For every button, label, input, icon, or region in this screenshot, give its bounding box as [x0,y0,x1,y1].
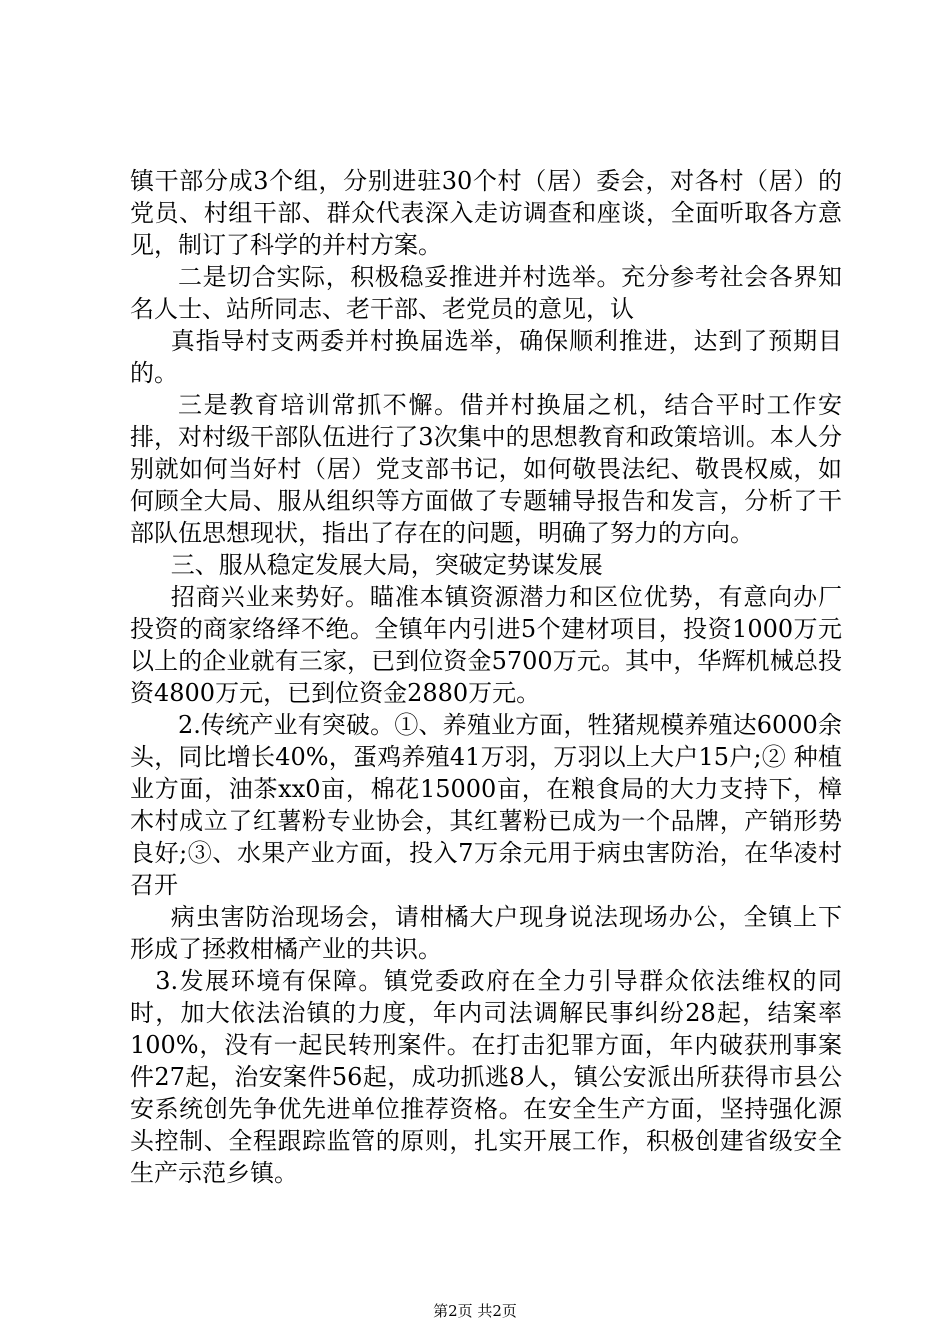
paragraph-2: 二是切合实际，积极稳妥推进并村选举。充分参考社会各界知名人士、站所同志、老干部、老党员的意见，认 [130,263,842,323]
paragraph-3: 真指导村支两委并村换届选举，确保顺利推进，达到了预期目的。 [130,327,842,387]
paragraph-1: 镇干部分成3个组，分别进驻30个村（居）委会，对各村（居）的党员、村组干部、群众代表深入走访调查和座谈，全面听取各方意见，制订了科学的并村方案。 [130,167,842,259]
paragraph-6: 2.传统产业有突破。①、养殖业方面，牲猪规模养殖达6000余头，同比增长40%，蛋鸡养殖41万羽，万羽以上大户15户;② 种植业方面，油茶xx0亩，棉花15000亩，在粮食局的大力支持下，樟木村成立了红薯粉专业协会，其红薯粉已成为一个品牌，产销形势良好;③、水果产业方面，投入7万余元用于病虫害防治，在华凌村召开 [130,711,842,899]
paragraph-7: 病虫害防治现场会，请柑橘大户现身说法现场办公，全镇上下形成了拯救柑橘产业的共识。 [130,903,842,963]
paragraph-8: 3.发展环境有保障。镇党委政府在全力引导群众依法维权的同时，加大依法治镇的力度，年内司法调解民事纠纷28起，结案率100%，没有一起民转刑案件。在打击犯罪方面，年内破获刑事案件27起，治安案件56起，成功抓逃8人，镇公安派出所获得市县公安系统创先争优先进单位推荐资格。在安全生产方面，坚持强化源头控制、全程跟踪监管的原则，扎实开展工作，积极创建省级安全生产示范乡镇。 [130,967,842,1187]
document-body [130,165,842,1189]
section-heading: 三、服从稳定发展大局，突破定势谋发展 [170,551,603,579]
page-number-footer: 第2页 共2页 [433,1302,517,1320]
paragraph-5: 招商兴业来势好。瞄准本镇资源潜力和区位优势，有意向办厂投资的商家络绎不绝。全镇年内引进5个建材项目，投资1000万元以上的企业就有三家，已到位资金5700万元。其中，华辉机械总投资4800万元，已到位资金2880万元。 [130,583,842,707]
paragraph-4: 三是教育培训常抓不懈。借并村换届之机，结合平时工作安排，对村级干部队伍进行了3次集中的思想教育和政策培训。本人分别就如何当好村（居）党支部书记，如何敬畏法纪、敬畏权威，如何顾全大局、服从组织等方面做了专题辅导报告和发言，分析了干部队伍思想现状，指出了存在的问题，明确了努力的方向。 [130,391,842,547]
